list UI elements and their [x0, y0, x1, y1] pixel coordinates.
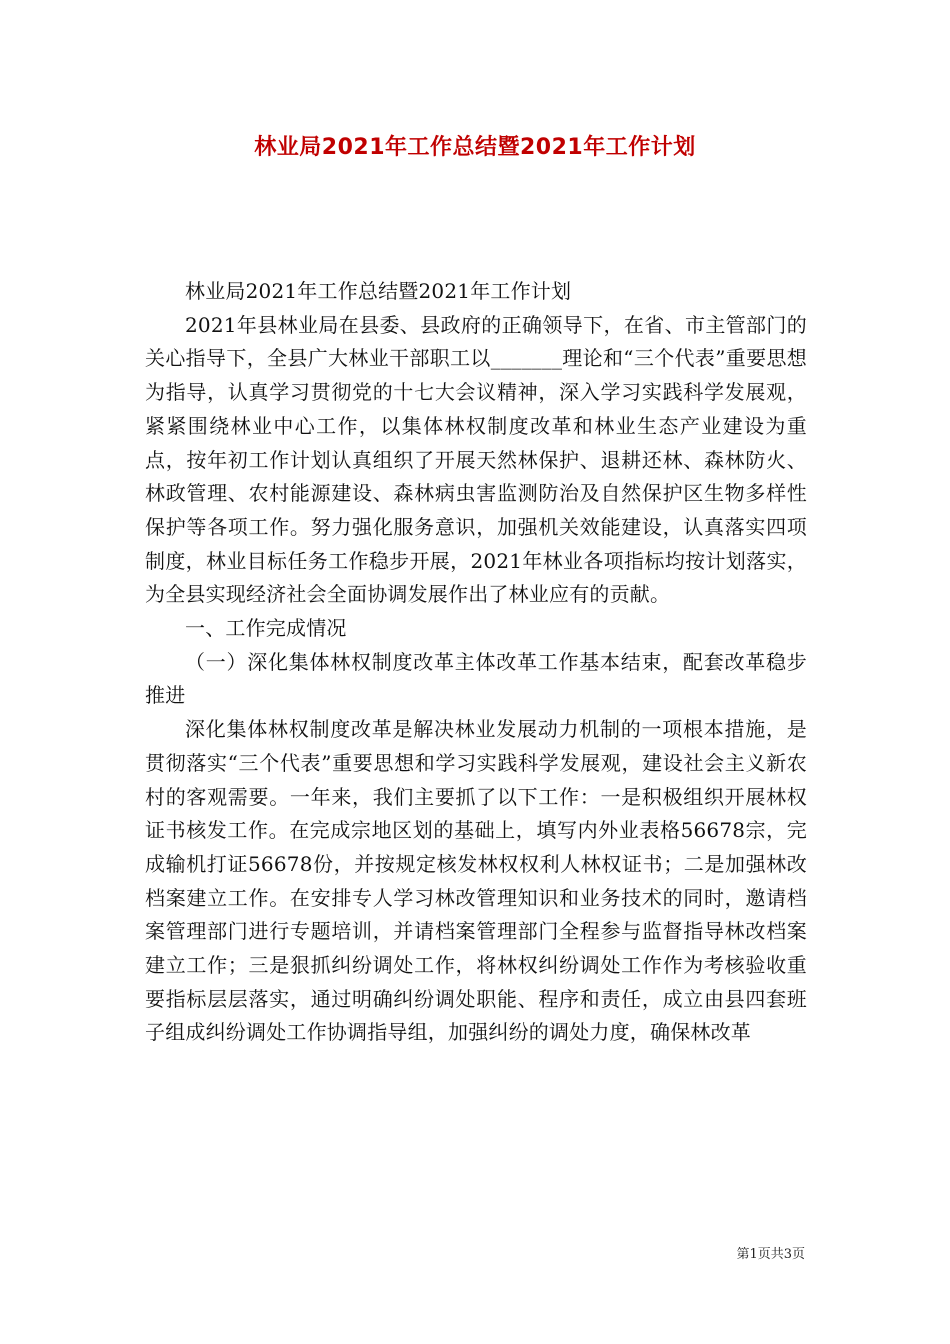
page-number: 第1页共3页 [736, 1247, 805, 1262]
reform-paragraph: 深化集体林权制度改革是解决林业发展动力机制的一项根本措施，是贯彻落实“三个代表”重要思想和学习实践科学发展观，建设社会主义新农村的客观需要。一年来，我们主要抓了以下工作：一是积极组织开展林权证书核发工作。在完成宗地区划的基础上，填写内外业表格56678宗，完成输机打证56678份，并按规定核发林权权利人林权证书；二是加强林改档案建立工作。在安排专人学习林改管理知识和业务技术的同时，邀请档案管理部门进行专题培训，并请档案管理部门全程参与监督指导林改档案建立工作；三是狠抓纠纷调处工作，将林权纠纷调处工作作为考核验收重要指标层层落实，通过明确纠纷调处职能、程序和责任，成立由县四套班子组成纠纷调处工作协调指导组，加强纠纷的调处力度，确保林改革 [145, 717, 807, 1045]
subsection-heading: （一）深化集体林权制度改革主体改革工作基本结束，配套改革稳步推进 [145, 649, 807, 708]
document-body [145, 275, 807, 1050]
intro-paragraph: 2021年县林业局在县委、县政府的正确领导下，在省、市主管部门的关心指导下，全县广大林业干部职工以_______理论和“三个代表”重要思想为指导，认真学习贯彻党的十七大会议精神，深入学习实践科学发展观，紧紧围绕林业中心工作，以集体林权制度改革和林业生态产业建设为重点，按年初工作计划认真组织了开展天然林保护、退耕还林、森林防火、林政管理、农村能源建设、森林病虫害监测防治及自然保护区生物多样性保护等各项工作。努力强化服务意识，加强机关效能建设，认真落实四项制度，林业目标任务工作稳步开展，2021年林业各项指标均按计划落实，为全县实现经济社会全面协调发展作出了林业应有的贡献。 [145, 312, 807, 607]
document-title: 林业局2021年工作总结暨2021年工作计划 [254, 135, 696, 160]
body-subtitle: 林业局2021年工作总结暨2021年工作计划 [185, 279, 572, 303]
section-heading: 一、工作完成情况 [185, 616, 347, 641]
